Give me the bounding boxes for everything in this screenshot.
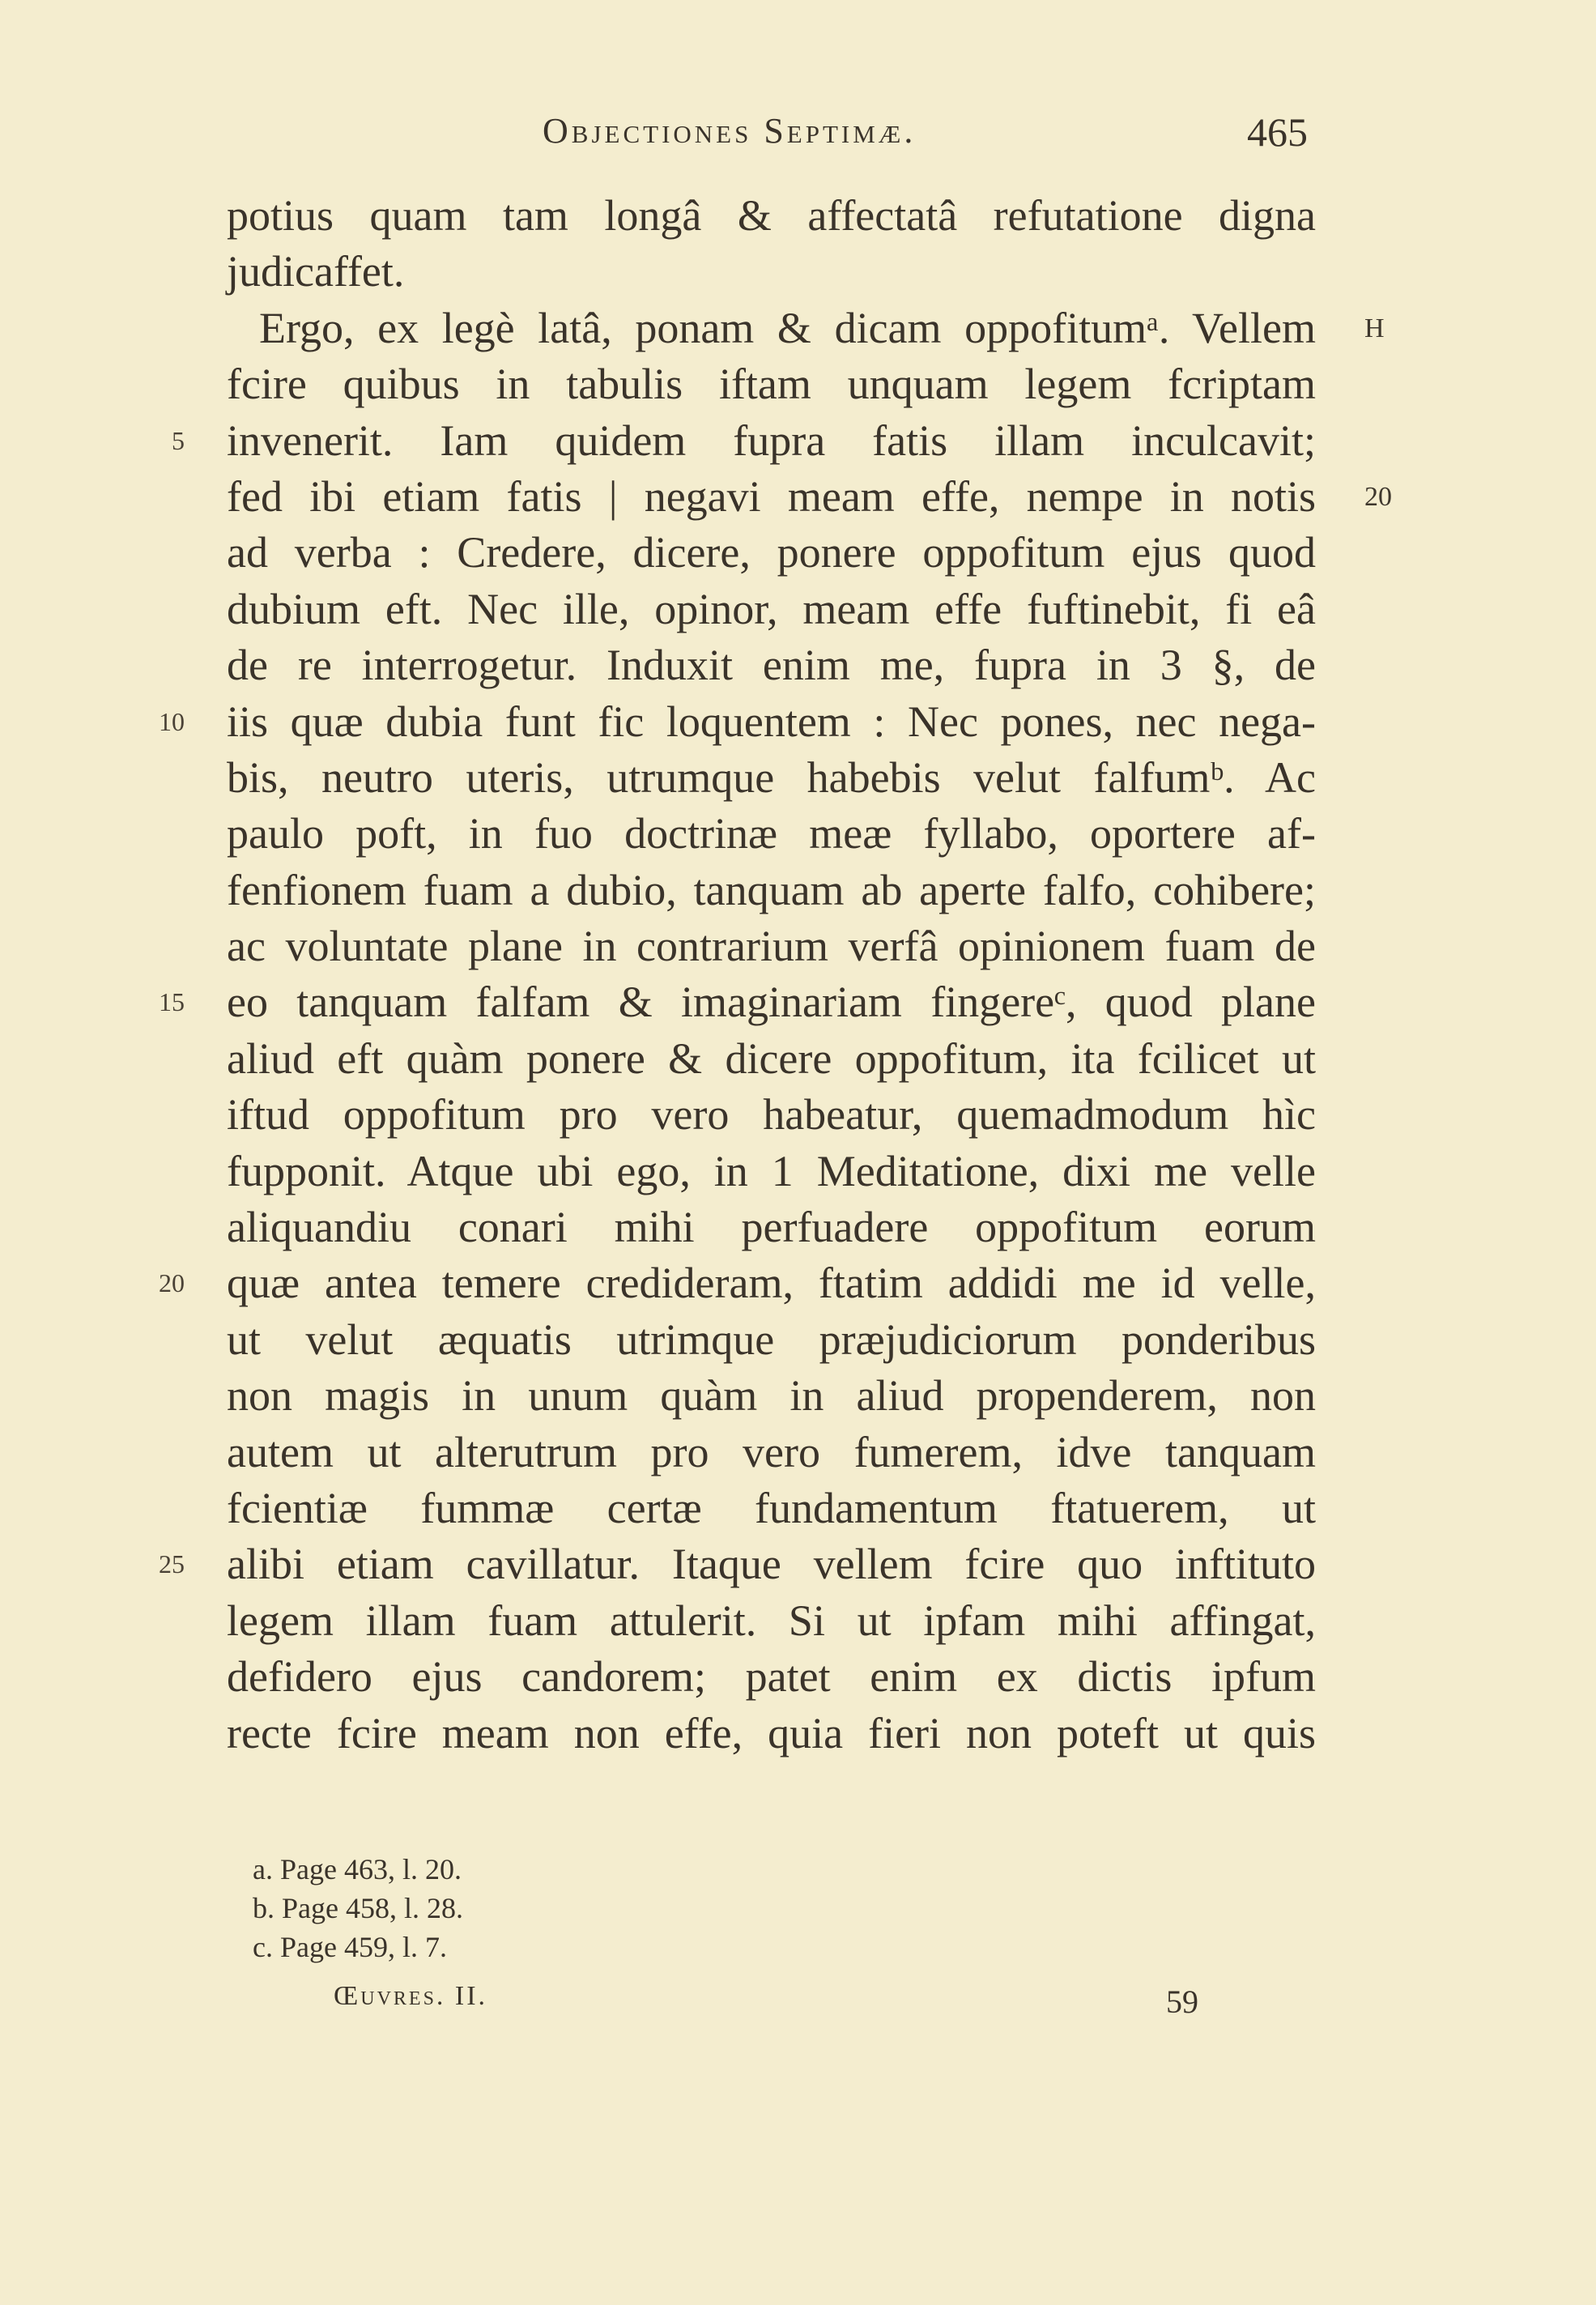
- line-number: 5: [172, 425, 185, 455]
- line-text: dubium eft. Nec ille, opinor, meam effe fuftinebit, fi eâ: [227, 584, 1316, 633]
- line-text: fupponit. Atque ubi ego, in 1 Meditatione, dixi me velle: [227, 1146, 1316, 1195]
- footnote: c. Page 459, l. 7.: [253, 1931, 447, 1963]
- text-line: [227, 1031, 1316, 1087]
- text-line: [227, 300, 1385, 356]
- line-text: fed ibi etiam fatis | negavi meam effe, nempe in notis: [227, 471, 1316, 521]
- text-line: [227, 525, 1316, 581]
- line-text: Ergo, ex legè latâ, ponam & dicam oppofitumᵃ. Vellem: [259, 303, 1316, 352]
- line-text: iftud oppofitum pro vero habeatur, quemadmodum hìc: [227, 1090, 1316, 1140]
- line-text: potius quam tam longâ & affectatâ refutatione digna: [227, 191, 1316, 240]
- line-text: alibi etiam cavillatur. Itaque vellem fcire quo inftituto: [227, 1540, 1316, 1589]
- text-line: [227, 1144, 1316, 1199]
- line-number: 20: [159, 1268, 185, 1298]
- line-text: judicaffet.: [227, 247, 405, 296]
- text-line: [227, 1481, 1316, 1536]
- text-line: [227, 356, 1316, 412]
- line-text: recte fcire meam non effe, quia fieri non poteft ut quis: [227, 1708, 1316, 1758]
- gathering-number: 59: [1166, 1983, 1198, 2020]
- line-text: fcientiæ fummæ certæ fundamentum ftatuerem, ut: [227, 1483, 1316, 1532]
- text-line: [227, 1199, 1316, 1255]
- text-line: [227, 582, 1316, 637]
- line-text: non magis in unum quàm in aliud propenderem, non: [227, 1371, 1316, 1421]
- text-line: [159, 974, 1316, 1030]
- footnote: a. Page 463, l. 20.: [253, 1853, 462, 1885]
- text-line: [227, 1312, 1316, 1368]
- text-line: [227, 1087, 1316, 1143]
- volume-signature: Œuvres. II.: [334, 1981, 488, 2011]
- line-number: 15: [159, 987, 185, 1017]
- line-text: quæ antea temere credideram, ftatim addidi me id velle,: [227, 1259, 1316, 1308]
- line-text: bis, neutro uteris, utrumque habebis velut falfumᵇ. Ac: [227, 752, 1316, 802]
- text-line: [227, 863, 1316, 918]
- line-number: 10: [159, 706, 185, 736]
- line-text: ac voluntate plane in contrarium verfâ opinionem fuam de: [227, 922, 1316, 971]
- line-text: de re interrogetur. Induxit enim me, fupra in 3 §, de: [227, 641, 1316, 690]
- line-text: paulo poft, in fuo doctrinæ meæ fyllabo, oportere af-: [227, 809, 1316, 859]
- line-text: eo tanquam falfam & imaginariam fingereᶜ, quod plane: [227, 978, 1316, 1027]
- text-line: [227, 469, 1392, 525]
- text-line: [227, 637, 1316, 693]
- text-line: [159, 1536, 1316, 1592]
- line-text: ad verba : Credere, dicere, ponere oppofitum ejus quod: [227, 528, 1316, 577]
- text-line: [227, 918, 1316, 974]
- line-text: iis quæ dubia funt fic loquentem : Nec pones, nec nega-: [227, 697, 1316, 746]
- text-line: [227, 188, 1316, 244]
- line-number: 25: [159, 1549, 185, 1579]
- line-text: fcire quibus in tabulis iftam unquam legem fcriptam: [227, 360, 1316, 409]
- text-line: [227, 1706, 1316, 1762]
- text-line: [227, 244, 1316, 300]
- text-line: [227, 750, 1316, 806]
- signature-line: [0, 1981, 1596, 2030]
- line-text: defidero ejus candorem; patet enim ex dictis ipfum: [227, 1652, 1316, 1702]
- text-line: [172, 413, 1316, 469]
- margin-reference: H: [1364, 313, 1385, 343]
- line-text: invenerit. Iam quidem fupra fatis illam inculcavit;: [227, 415, 1316, 465]
- footnotes: [253, 1850, 738, 1966]
- text-line: [227, 1368, 1316, 1424]
- text-line: [159, 1255, 1316, 1311]
- footnote: b. Page 458, l. 28.: [253, 1892, 463, 1924]
- text-line: [227, 1649, 1316, 1705]
- line-text: fenfionem fuam a dubio, tanquam ab aperte falfo, cohibere;: [227, 865, 1316, 914]
- text-line: [227, 806, 1316, 862]
- margin-reference: 20: [1364, 481, 1392, 512]
- running-head: [0, 104, 1596, 160]
- running-title: Objectiones Septimæ.: [543, 111, 917, 151]
- text-line: [159, 694, 1316, 750]
- line-text: aliud eft quàm ponere & dicere oppofitum, ita fcilicet ut: [227, 1033, 1316, 1083]
- line-text: ut velut æquatis utrimque præjudiciorum ponderibus: [227, 1314, 1316, 1364]
- page-number: 465: [1247, 109, 1308, 155]
- body-text: [159, 188, 1392, 1762]
- text-line: [227, 1425, 1316, 1481]
- line-text: autem ut alterutrum pro vero fumerem, idve tanquam: [227, 1427, 1316, 1476]
- line-text: legem illam fuam attulerit. Si ut ipfam mihi affingat,: [227, 1596, 1316, 1645]
- text-line: [227, 1593, 1316, 1649]
- line-text: aliquandiu conari mihi perfuadere oppofitum eorum: [227, 1203, 1316, 1252]
